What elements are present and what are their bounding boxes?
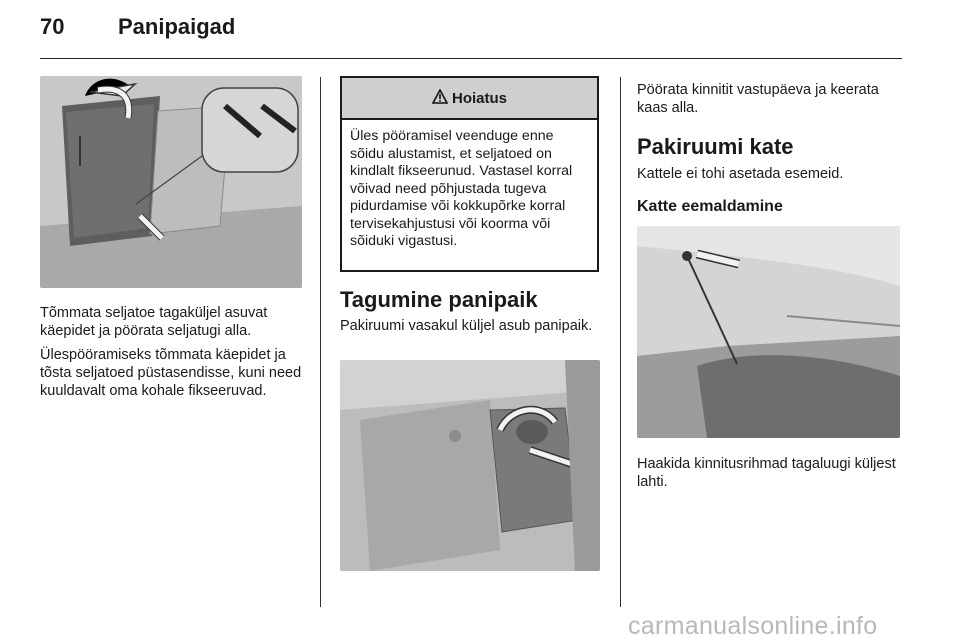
storage-text: Pakiruumi vasakul küljel asub panipaik.	[340, 318, 593, 334]
cover-removal-photo	[637, 226, 900, 438]
watermark: carmanualsonline.info	[628, 612, 878, 640]
column-divider	[320, 77, 321, 607]
unhook-straps-instruction: Haakida kinnitusrihmad tagaluugi küljest lahti.	[637, 456, 896, 490]
column-divider	[620, 77, 621, 607]
raise-instruction: Ülespööramiseks tõmmata käepidet ja tõsta seljatoed püstasendisse, kuni need kuuldavalt oma kohale fikseeruvad.	[40, 347, 302, 399]
cover-removal-heading: Katte eemaldamine	[637, 198, 783, 215]
warning-triangle-icon	[432, 89, 448, 108]
col1-text	[40, 304, 306, 406]
warning-title: Hoiatus	[451, 89, 507, 107]
warning-box	[340, 76, 599, 272]
cover-note: Kattele ei tohi asetada esemeid.	[637, 166, 844, 182]
fold-instruction: Tõmmata seljatoe tagaküljel asuvat käepidet ja pöörata seljatugi alla.	[40, 305, 268, 339]
header-rule	[40, 58, 902, 59]
section-title: Panipaigad	[118, 14, 236, 39]
storage-compartment-photo	[340, 360, 600, 571]
seat-fold-photo	[40, 76, 302, 288]
warning-header	[342, 78, 597, 120]
page-number: 70	[40, 14, 65, 39]
cover-heading: Pakiruumi kate	[637, 134, 794, 159]
turn-lock-instruction: Pöörata kinnitit vastupäeva ja keerata kaas alla.	[637, 82, 879, 116]
warning-text: Üles pööramisel veenduge enne sõidu alustamist, et seljatoed on kindlalt fikseerunud. Vastasel korral võivad need põhjustada tugeva pidurdamise või kokkupõrke korral tervisekahjustusi või koorma või sõiduki vigastusi.	[350, 128, 573, 249]
storage-heading: Tagumine panipaik	[340, 287, 538, 312]
